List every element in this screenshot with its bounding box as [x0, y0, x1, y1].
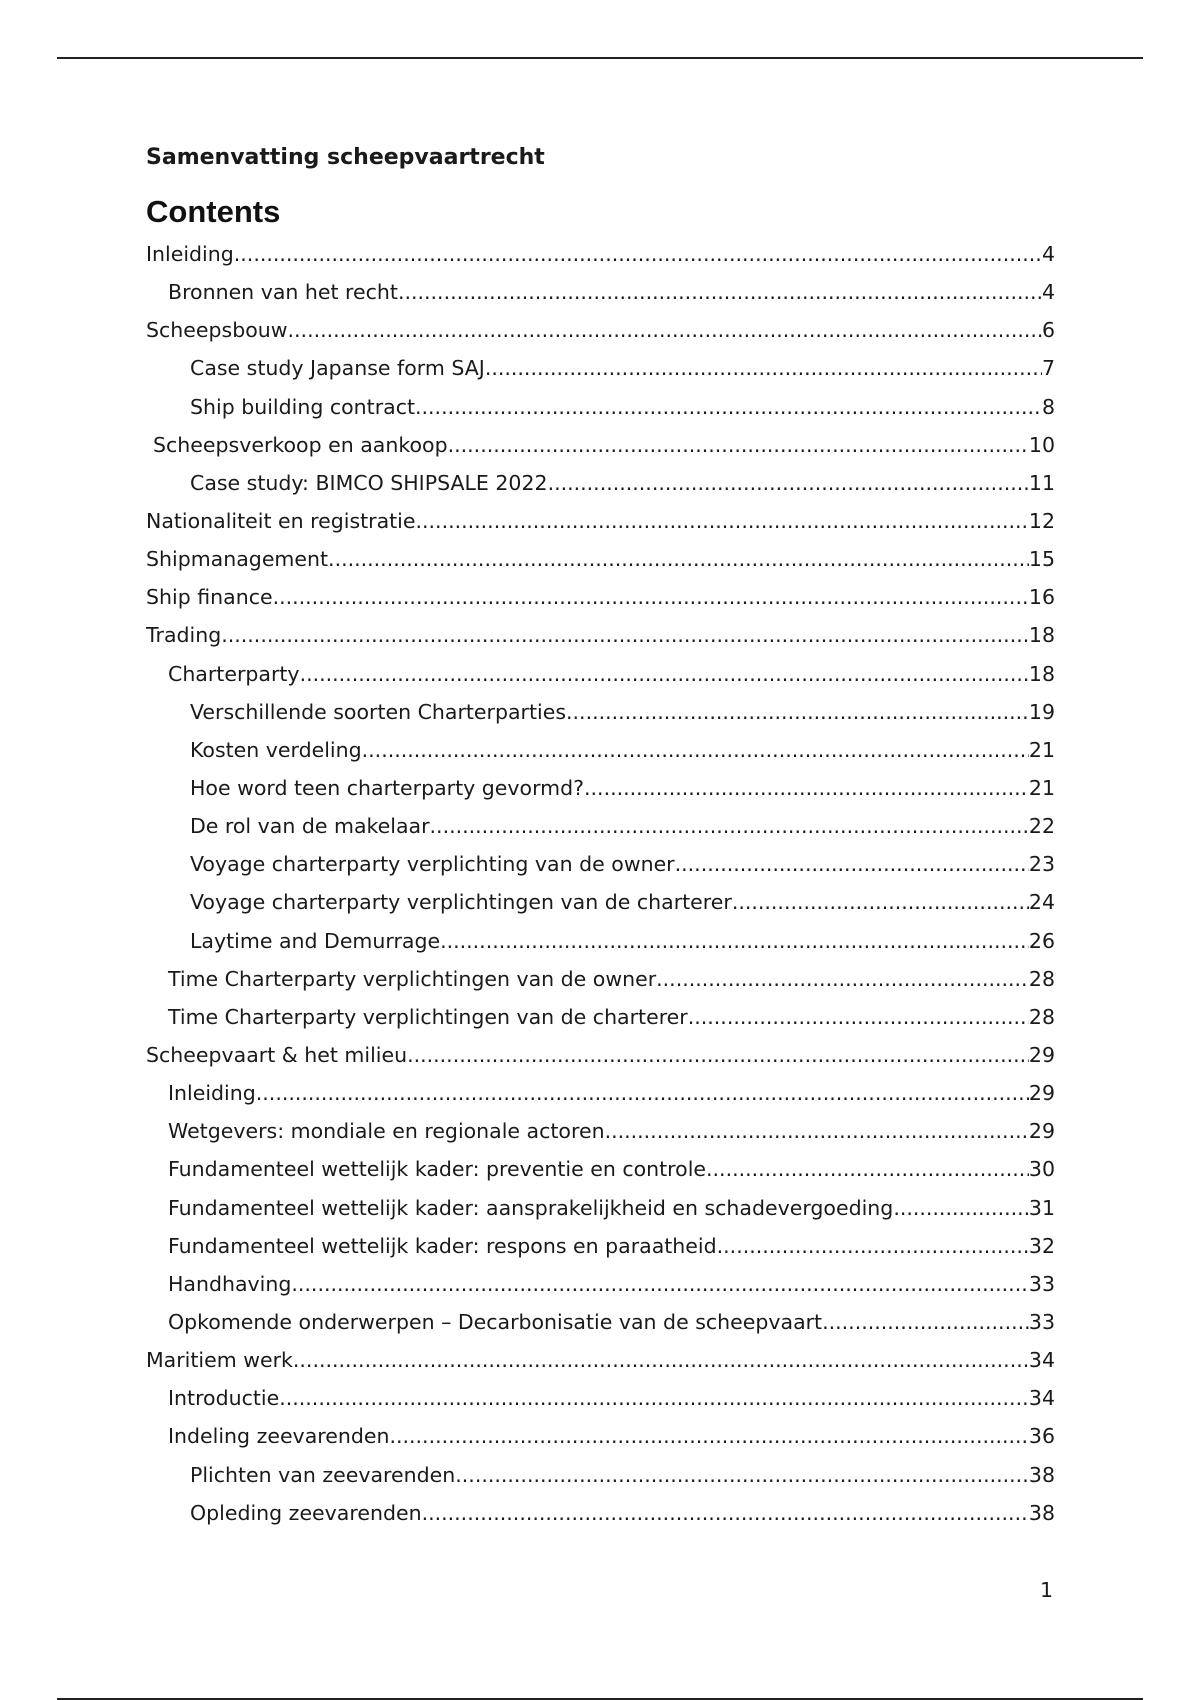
- toc-dot-leader: [279, 1379, 1029, 1417]
- toc-entry[interactable]: [146, 578, 1055, 616]
- toc-entry[interactable]: [146, 616, 1055, 654]
- toc-dot-leader: [389, 1417, 1028, 1455]
- toc-entry[interactable]: [146, 1074, 1055, 1112]
- toc-entry-page: 6: [1041, 318, 1055, 343]
- toc-dot-leader: [362, 731, 1029, 769]
- toc-entry[interactable]: [146, 1341, 1055, 1379]
- toc-entry-label: Scheepsbouw: [146, 318, 288, 343]
- toc-entry-label: Shipmanagement: [146, 547, 329, 572]
- toc-dot-leader: [688, 998, 1029, 1036]
- toc-entry-page: 38: [1028, 1462, 1055, 1487]
- toc-dot-leader: [416, 502, 1029, 540]
- toc-entry-page: 18: [1028, 661, 1055, 686]
- document-title: Samenvatting scheepvaartrecht: [146, 145, 545, 170]
- toc-entry[interactable]: [146, 769, 1055, 807]
- toc-entry[interactable]: [146, 1112, 1055, 1150]
- toc-dot-leader: [706, 1150, 1029, 1188]
- toc-dot-leader: [407, 1036, 1029, 1074]
- toc-entry-label: Ship building contract: [190, 394, 415, 419]
- toc-entry-label: Voyage charterparty verplichting van de owner: [190, 852, 675, 877]
- toc-entry-page: 32: [1028, 1233, 1055, 1258]
- toc-dot-leader: [293, 1341, 1029, 1379]
- toc-entry[interactable]: [146, 1417, 1055, 1455]
- toc-dot-leader: [300, 655, 1029, 693]
- toc-entry-page: 19: [1028, 699, 1055, 724]
- toc-entry-label: Time Charterparty verplichtingen van de charterer: [168, 1004, 688, 1029]
- toc-entry[interactable]: [146, 1227, 1055, 1265]
- toc-entry-page: 21: [1028, 737, 1055, 762]
- toc-entry-label: Scheepvaart & het milieu: [146, 1042, 408, 1067]
- toc-entry-page: 30: [1028, 1157, 1055, 1182]
- toc-entry-label: Opkomende onderwerpen – Decarbonisatie van de scheepvaart: [168, 1309, 823, 1334]
- toc-entry[interactable]: [146, 540, 1055, 578]
- toc-entry[interactable]: [146, 1265, 1055, 1303]
- toc-entry[interactable]: [146, 731, 1055, 769]
- toc-dot-leader: [288, 311, 1042, 349]
- table-of-contents: [146, 235, 1055, 1532]
- toc-dot-leader: [256, 1074, 1029, 1112]
- toc-entry-label: Ship finance: [146, 585, 273, 610]
- toc-entry-page: 16: [1028, 585, 1055, 610]
- toc-entry-page: 21: [1028, 775, 1055, 800]
- toc-entry[interactable]: [146, 464, 1055, 502]
- page-number: 1: [1040, 1578, 1054, 1602]
- toc-entry-page: 33: [1028, 1271, 1055, 1296]
- toc-entry-label: Handhaving: [168, 1271, 292, 1296]
- toc-entry[interactable]: [146, 1189, 1055, 1227]
- toc-entry-label: Case study Japanse form SAJ: [190, 356, 485, 381]
- toc-entry-page: 8: [1041, 394, 1055, 419]
- document-page: [146, 140, 1055, 1532]
- toc-entry-page: 7: [1041, 356, 1055, 381]
- toc-entry-label: Hoe word teen charterparty gevormd?: [190, 775, 585, 800]
- toc-entry-page: 29: [1028, 1119, 1055, 1144]
- toc-entry[interactable]: [146, 693, 1055, 731]
- toc-entry-page: 10: [1028, 432, 1055, 457]
- toc-heading: Contents: [146, 194, 281, 229]
- toc-entry-page: 28: [1028, 1004, 1055, 1029]
- toc-entry-label: Voyage charterparty verplichtingen van de charterer: [190, 890, 732, 915]
- toc-entry-page: 24: [1028, 890, 1055, 915]
- toc-entry[interactable]: [146, 273, 1055, 311]
- toc-dot-leader: [584, 769, 1029, 807]
- toc-entry-label: Inleiding: [168, 1081, 256, 1106]
- toc-entry-page: 31: [1028, 1195, 1055, 1220]
- toc-entry-page: 28: [1028, 966, 1055, 991]
- toc-entry-label: Fundamenteel wettelijk kader: preventie en controle: [168, 1157, 707, 1182]
- toc-entry-label: Time Charterparty verplichtingen van de owner: [168, 966, 657, 991]
- toc-entry-label: Opleding zeevarenden: [190, 1500, 422, 1525]
- toc-entry-page: 26: [1028, 928, 1055, 953]
- toc-dot-leader: [440, 922, 1029, 960]
- toc-entry-page: 29: [1028, 1081, 1055, 1106]
- toc-entry-label: Wetgevers: mondiale en regionale actoren: [168, 1119, 605, 1144]
- toc-entry-page: 4: [1041, 242, 1055, 266]
- toc-entry[interactable]: [146, 883, 1055, 921]
- toc-dot-leader: [893, 1189, 1029, 1227]
- toc-entry-page: 36: [1028, 1424, 1055, 1449]
- toc-dot-leader: [291, 1265, 1029, 1303]
- toc-dot-leader: [566, 693, 1029, 731]
- toc-dot-leader: [398, 273, 1042, 311]
- toc-entry[interactable]: [146, 807, 1055, 845]
- toc-entry-label: Kosten verdeling: [190, 737, 362, 762]
- toc-dot-leader: [221, 616, 1029, 654]
- toc-entry[interactable]: [146, 502, 1055, 540]
- toc-dot-leader: [328, 540, 1029, 578]
- toc-entry-label: Scheepsverkoop en aankoop: [153, 432, 448, 457]
- toc-dot-leader: [822, 1303, 1029, 1341]
- toc-entry-page: 22: [1028, 814, 1055, 839]
- toc-entry-label: Bronnen van het recht: [168, 280, 398, 305]
- toc-dot-leader: [415, 388, 1042, 426]
- toc-entry-label: Inleiding: [146, 242, 234, 266]
- toc-entry-label: Indeling zeevarenden: [168, 1424, 390, 1449]
- toc-entry[interactable]: [146, 960, 1055, 998]
- toc-entry[interactable]: [146, 1303, 1055, 1341]
- toc-entry[interactable]: [146, 1494, 1055, 1532]
- toc-entry-label: Verschillende soorten Charterparties: [190, 699, 567, 724]
- toc-entry-page: 38: [1028, 1500, 1055, 1525]
- header-rule: [57, 57, 1143, 59]
- toc-entry-label: Nationaliteit en registratie: [146, 508, 416, 533]
- toc-dot-leader: [485, 349, 1042, 387]
- toc-entry[interactable]: [146, 1150, 1055, 1188]
- toc-entry-page: 11: [1028, 470, 1055, 495]
- toc-entry[interactable]: [146, 922, 1055, 960]
- toc-entry[interactable]: [146, 1036, 1055, 1074]
- toc-entry-page: 4: [1041, 280, 1055, 305]
- toc-entry[interactable]: [146, 655, 1055, 693]
- toc-entry-page: 23: [1028, 852, 1055, 877]
- toc-dot-leader: [732, 883, 1029, 921]
- toc-entry-label: Fundamenteel wettelijk kader: aansprakelijkheid en schadevergoeding: [168, 1195, 894, 1220]
- toc-dot-leader: [605, 1112, 1029, 1150]
- toc-entry-label: De rol van de makelaar: [190, 814, 430, 839]
- toc-entry-label: Maritiem werk: [146, 1348, 293, 1373]
- toc-entry[interactable]: [146, 388, 1055, 426]
- toc-dot-leader: [448, 426, 1029, 464]
- toc-entry-label: Charterparty: [168, 661, 300, 686]
- toc-entry-label: Trading: [146, 623, 222, 648]
- toc-entry-page: 33: [1028, 1309, 1055, 1334]
- toc-entry-page: 34: [1028, 1386, 1055, 1411]
- toc-entry[interactable]: [146, 1379, 1055, 1417]
- toc-entry[interactable]: [146, 349, 1055, 387]
- toc-entry-page: 12: [1028, 508, 1055, 533]
- toc-entry-label: Fundamenteel wettelijk kader: respons en paraatheid: [168, 1233, 717, 1258]
- toc-entry-label: Plichten van zeevarenden: [190, 1462, 456, 1487]
- toc-dot-leader: [455, 1456, 1029, 1494]
- toc-dot-leader: [548, 464, 1029, 502]
- toc-dot-leader: [430, 807, 1029, 845]
- toc-dot-leader: [656, 960, 1029, 998]
- toc-entry[interactable]: [146, 998, 1055, 1036]
- toc-entry[interactable]: [146, 426, 1055, 464]
- toc-dot-leader: [273, 578, 1029, 616]
- toc-entry[interactable]: [146, 311, 1055, 349]
- toc-dot-leader: [422, 1494, 1029, 1532]
- toc-entry[interactable]: [146, 845, 1055, 883]
- toc-dot-leader: [234, 235, 1042, 273]
- toc-entry-page: 15: [1028, 547, 1055, 572]
- toc-entry-label: Case study: BIMCO SHIPSALE 2022: [190, 470, 548, 495]
- toc-entry-page: 34: [1028, 1348, 1055, 1373]
- toc-dot-leader: [717, 1227, 1029, 1265]
- toc-dot-leader: [675, 845, 1029, 883]
- toc-entry-page: 29: [1028, 1042, 1055, 1067]
- toc-entry[interactable]: [146, 1456, 1055, 1494]
- toc-entry-label: Introductie: [168, 1386, 280, 1411]
- toc-entry-label: Laytime and Demurrage: [190, 928, 441, 953]
- toc-entry[interactable]: [146, 235, 1055, 273]
- toc-entry-page: 18: [1028, 623, 1055, 648]
